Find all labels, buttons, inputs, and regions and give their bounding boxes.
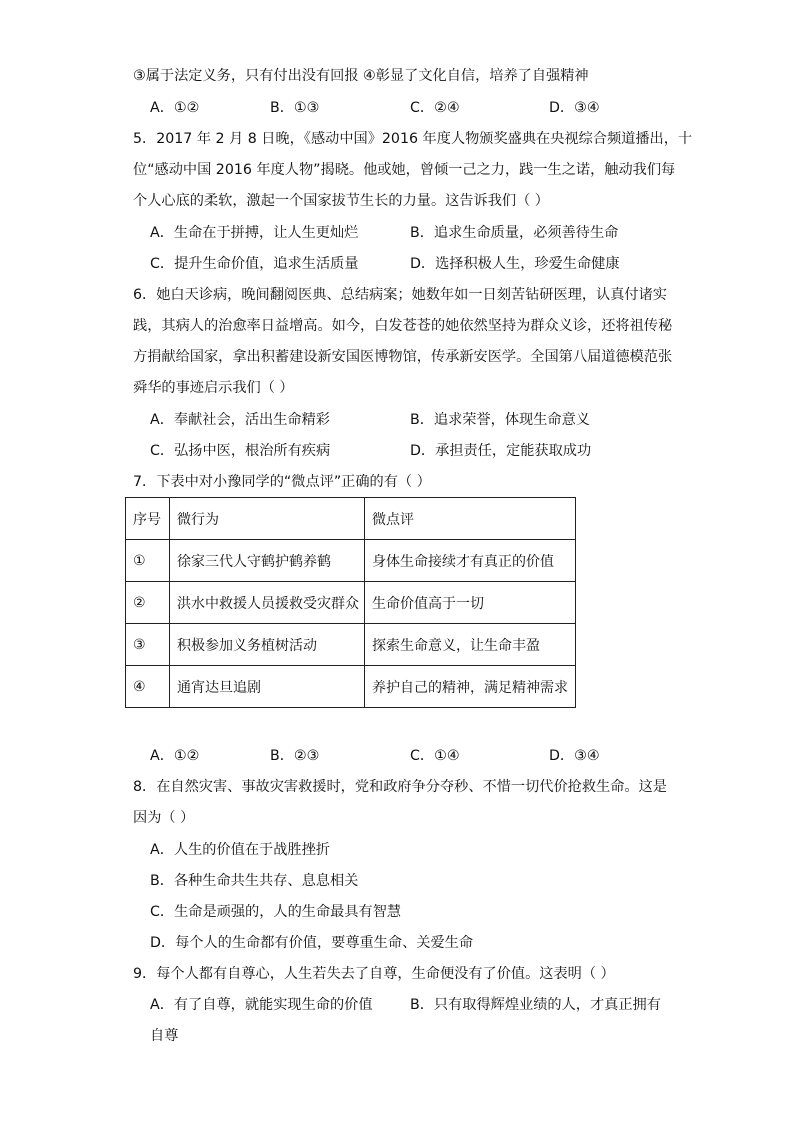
q5-stem-line-2: 位“感动中国 2016 年度人物”揭晓。他或她，曾倾一己之力，践一生之诺，触动我们每 <box>133 162 676 178</box>
q7-option-a[interactable]: A．①② <box>150 748 200 764</box>
table-cell: 探索生命意义，让生命丰盈 <box>365 624 576 666</box>
q6-option-a[interactable]: A．奉献社会，活出生命精彩 <box>150 412 330 428</box>
table-header-cell: 微点评 <box>365 498 576 540</box>
table-cell: 生命价值高于一切 <box>365 582 576 624</box>
q4-option-d[interactable]: D．③④ <box>549 100 600 116</box>
q6-option-d[interactable]: D．承担责任，定能获取成功 <box>410 443 592 459</box>
table-row <box>126 666 576 708</box>
table-cell: 身体生命接续才有真正的价值 <box>365 540 576 582</box>
q4-statements-line: ③属于法定义务，只有付出没有回报 ④彰显了文化自信，培养了自强精神 <box>133 68 589 84</box>
table-row <box>126 624 576 666</box>
q6-stem-line-3: 方捐献给国家，拿出积蓄建设新安国医博物馆，传承新安医学。全国第八届道德模范张 <box>133 349 673 365</box>
q6-stem-line-1: 6．她白天诊病，晚间翻阅医典、总结病案；她数年如一日刻苦钻研医理，认真付诸实 <box>133 287 667 303</box>
q7-stem: 7．下表中对小豫同学的“微点评”正确的有（ ） <box>133 474 431 490</box>
table-header-row <box>126 498 576 540</box>
table-header-cell: 序号 <box>126 498 170 540</box>
table-cell: ③ <box>126 624 170 666</box>
q7-table <box>125 497 576 708</box>
q8-option-b[interactable]: B．各种生命共生共存、息息相关 <box>150 873 359 889</box>
q4-option-b[interactable]: B．①③ <box>270 100 320 116</box>
table-row <box>126 582 576 624</box>
q9-stem: 9．每个人都有自尊心，人生若失去了自尊，生命便没有了价值。这表明（ ） <box>133 966 615 982</box>
q8-stem-line-2: 因为（ ） <box>133 810 195 826</box>
table-cell: 积极参加义务植树活动 <box>170 624 365 666</box>
q6-option-b[interactable]: B．追求荣誉，体现生命意义 <box>410 412 590 428</box>
q9-option-a[interactable]: A．有了自尊，就能实现生命的价值 <box>150 997 373 1013</box>
q4-option-c[interactable]: C．②④ <box>410 100 460 116</box>
q6-option-c[interactable]: C．弘扬中医，根治所有疾病 <box>150 443 331 459</box>
table-cell: ① <box>126 540 170 582</box>
q7-option-d[interactable]: D．③④ <box>549 748 600 764</box>
q9-option-b-continuation: 自尊 <box>150 1028 179 1044</box>
table-cell: 徐家三代人守鹤护鹤养鹤 <box>170 540 365 582</box>
q8-option-d[interactable]: D．每个人的生命都有价值，要尊重生命、关爱生命 <box>150 935 474 951</box>
q5-option-d[interactable]: D．选择积极人生，珍爱生命健康 <box>410 256 620 272</box>
q5-option-b[interactable]: B．追求生命质量，必须善待生命 <box>410 225 619 241</box>
q6-stem-line-2: 践，其病人的治愈率日益增高。如今，白发苍苍的她依然坚持为群众义诊，还将祖传秘 <box>133 318 673 334</box>
table-cell: 通宵达旦追剧 <box>170 666 365 708</box>
q7-option-b[interactable]: B．②③ <box>270 748 320 764</box>
table-header-cell: 微行为 <box>170 498 365 540</box>
q8-stem-line-1: 8．在自然灾害、事故灾害救援时，党和政府争分夺秒、不惜一切代价抢救生命。这是 <box>133 779 667 795</box>
table-row <box>126 540 576 582</box>
table-cell: 养护自己的精神，满足精神需求 <box>365 666 576 708</box>
q8-option-c[interactable]: C．生命是顽强的，人的生命最具有智慧 <box>150 904 402 920</box>
q9-option-b[interactable]: B．只有取得辉煌业绩的人，才真正拥有 <box>410 997 661 1013</box>
table-cell: 洪水中救援人员援救受灾群众 <box>170 582 365 624</box>
q5-stem-line-1: 5．2017 年 2 月 8 日晚，《感动中国》2016 年度人物颁奖盛典在央视综合频道播出，十 <box>133 131 693 147</box>
q5-option-c[interactable]: C．提升生命价值，追求生活质量 <box>150 256 359 272</box>
q6-stem-line-4: 舜华的事迹启示我们（ ） <box>133 380 294 396</box>
q5-stem-line-3: 个人心底的柔软，激起一个国家拔节生长的力量。这告诉我们（ ） <box>133 193 549 209</box>
table-cell: ② <box>126 582 170 624</box>
table-cell: ④ <box>126 666 170 708</box>
q7-option-c[interactable]: C．①④ <box>410 748 460 764</box>
q5-option-a[interactable]: A．生命在于拼搏，让人生更灿烂 <box>150 225 359 241</box>
q4-option-a[interactable]: A．①② <box>150 100 200 116</box>
q8-option-a[interactable]: A．人生的价值在于战胜挫折 <box>150 842 330 858</box>
